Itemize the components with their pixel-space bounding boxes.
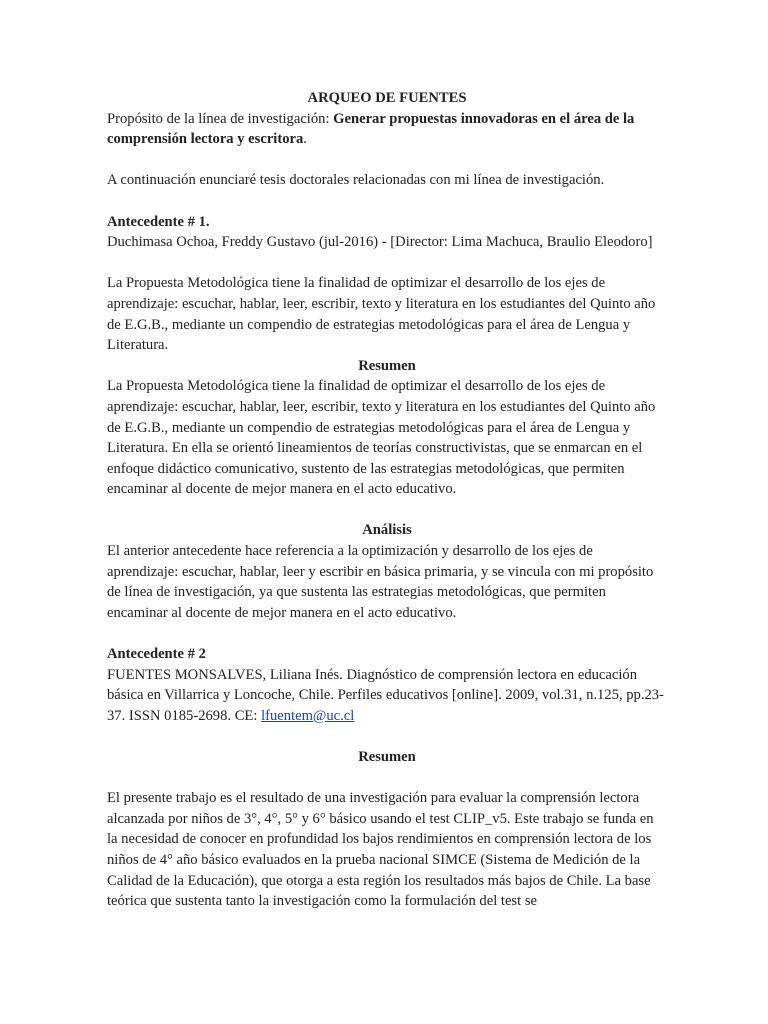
document-page	[107, 88, 667, 912]
antecedente-1-heading: Antecedente # 1.	[107, 213, 210, 230]
antecedente-1-reference: Duchimasa Ochoa, Freddy Gustavo (jul-2016) - [Director: Lima Machuca, Braulio Eleodoro]	[107, 234, 653, 251]
antecedente-1-summary: La Propuesta Metodológica tiene la finalidad de optimizar el desarrollo de los ejes de aprendizaje: escuchar, hablar, leer, escribir, texto y literatura en los estudiantes del Quinto año de E.G.B., mediante un compendio de estrategias metodológicas para el área de Lengua y Literatura.	[107, 275, 656, 354]
purpose-value: Generar propuestas innovadoras en el área de la comprensión lectora y escritora	[107, 110, 635, 148]
antecedente-2-heading: Antecedente # 2	[107, 646, 206, 663]
purpose-paragraph	[107, 109, 667, 150]
purpose-end: .	[303, 131, 307, 148]
document-title: ARQUEO DE FUENTES	[307, 90, 467, 106]
antecedente-2-resumen: El presente trabajo es el resultado de una investigación para evaluar la comprensión lectora alcanzada por niños de 3°, 4°, 5° y 6° básico usando el test CLIP_v5. Este trabajo se funda en la necesidad de conocer en profundidad los bajos rendimientos en comprensión lectora de los niños de 4° año básico evaluados en la prueba nacional SIMCE (Sistema de Medición de la Calidad de la Educación), que otorga a esta región los resultados más bajos de Chile. La base teórica que sustenta tanto la investigación como la formulación del test se	[107, 790, 654, 910]
antecedente-2-reference	[107, 665, 667, 727]
antecedente-1-resumen: La Propuesta Metodológica tiene la finalidad de optimizar el desarrollo de los ejes de aprendizaje: escuchar, hablar, leer, escribir, texto y literatura en los estudiantes del Quinto año de E.G.B., mediante un compendio de estrategias metodológicas para el área de Lengua y Literatura. En ella se orientó lineamientos de teorías constructivistas, que se enmarcan en el enfoque didáctico comunicativo, sustento de las estrategias metodológicas, que permiten encaminar al docente de mejor manera en el acto educativo.	[107, 378, 656, 498]
antecedente-1-analisis: El anterior antecedente hace referencia a la optimización y desarrollo de los ejes de aprendizaje: escuchar, hablar, leer y escribir en básica primaria, y se vincula con mi propósito de línea de investigación, ya que sustenta las estrategias metodológicas, que permiten encaminar al docente de mejor manera en el acto educativo.	[107, 543, 654, 621]
intro-paragraph: A continuación enunciaré tesis doctorales relacionadas con mi línea de investigación.	[107, 172, 605, 189]
antecedente-1-resumen-heading: Resumen	[358, 357, 416, 374]
antecedente-2-reference-text: FUENTES MONSALVES, Liliana Inés. Diagnóstico de comprensión lectora en educación básica en Villarrica y Loncoche, Chile. Perfiles educativos [online]. 2009, vol.31, n.125, pp.23-37. ISSN 0185-2698. CE:	[107, 666, 664, 724]
purpose-label: Propósito de la línea de investigación:	[107, 110, 334, 127]
antecedente-2-resumen-heading: Resumen	[358, 749, 416, 765]
antecedente-1-analisis-heading: Análisis	[362, 522, 412, 539]
email-link[interactable]: lfuentem@uc.cl	[261, 707, 355, 724]
